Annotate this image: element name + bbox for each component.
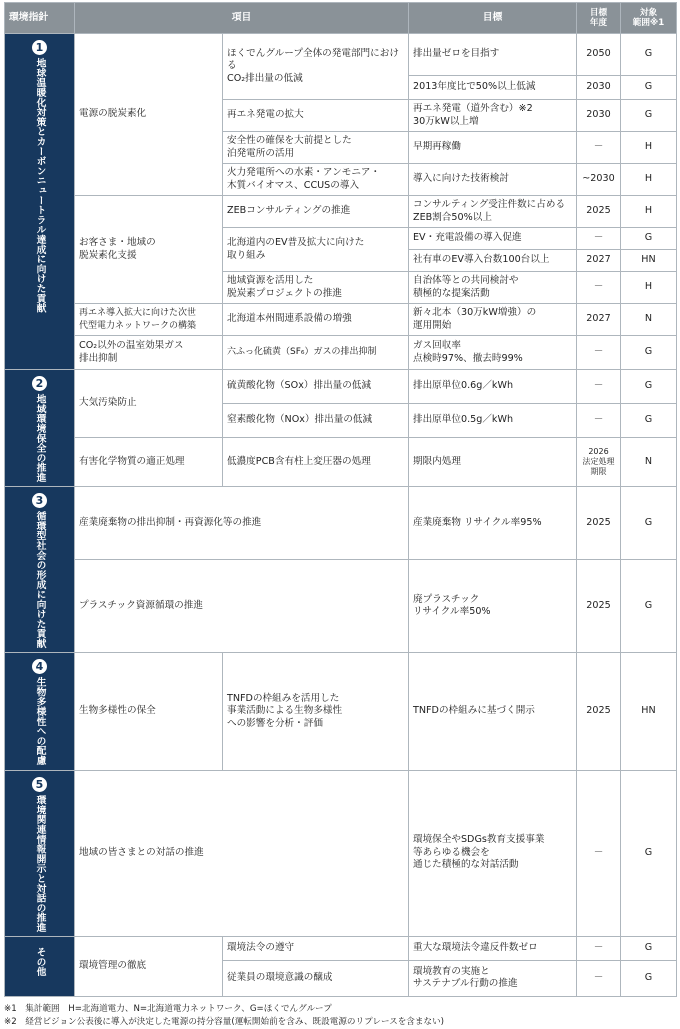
goal-cell: 環境教育の実施と サステナブル行動の推進 — [409, 960, 577, 996]
goal-cell: 環境保全やSDGs教育支援事業 等あらゆる機会を 通じた積極的な対話活動 — [409, 770, 577, 936]
category-6 — [5, 936, 75, 996]
header-scope: 対象 範囲※1 — [621, 3, 677, 34]
goal-cell: 早期再稼働 — [409, 132, 577, 164]
year-cell: ~2030 — [577, 164, 621, 196]
category-number: 3 — [32, 493, 47, 508]
year-cell: 2050 — [577, 34, 621, 76]
table-row — [5, 34, 677, 76]
scope-cell: G — [621, 76, 677, 100]
year-cell: － — [577, 132, 621, 164]
header-row — [5, 3, 677, 34]
goal-cell: 社有車のEV導入台数100台以上 — [409, 250, 577, 272]
year-cell: － — [577, 272, 621, 304]
item-cell: 産業廃棄物の排出抑制・再資源化等の推進 — [75, 487, 409, 559]
year-cell: － — [577, 960, 621, 996]
scope-cell: G — [621, 936, 677, 960]
subitem-cell: 環境法令の遵守 — [223, 936, 409, 960]
year-cell: － — [577, 936, 621, 960]
table-row — [5, 437, 677, 487]
table-row — [5, 196, 677, 228]
year-cell: 2030 — [577, 76, 621, 100]
scope-cell: G — [621, 770, 677, 936]
header-year: 目標 年度 — [577, 3, 621, 34]
subitem-cell: 北海道本州間連系設備の増強 — [223, 304, 409, 336]
year-cell: 2026 法定処理 期限 — [577, 437, 621, 487]
item-cell: 環境管理の徹底 — [75, 936, 223, 996]
year-cell: － — [577, 770, 621, 936]
table-row — [5, 653, 677, 770]
year-cell: － — [577, 228, 621, 250]
header-item: 項目 — [75, 3, 409, 34]
year-cell: － — [577, 336, 621, 370]
scope-cell: G — [621, 403, 677, 437]
year-cell: 2025 — [577, 487, 621, 559]
scope-cell: G — [621, 487, 677, 559]
scope-cell: G — [621, 559, 677, 653]
subitem-cell: 従業員の環境意識の醸成 — [223, 960, 409, 996]
scope-cell: HN — [621, 250, 677, 272]
category-title: 循環型社会の形成に向けた貢献 — [34, 511, 46, 649]
item-cell: お客さま・地域の 脱炭素化支援 — [75, 196, 223, 304]
category-3 — [5, 487, 75, 653]
goal-cell: 排出量ゼロを目指す — [409, 34, 577, 76]
subitem-cell: 地域資源を活用した 脱炭素プロジェクトの推進 — [223, 272, 409, 304]
scope-cell: G — [621, 336, 677, 370]
category-2 — [5, 370, 75, 487]
scope-cell: G — [621, 370, 677, 404]
category-title: 地球温暖化対策とカーボンニュートラル達成に向けた貢献 — [34, 58, 46, 313]
year-cell: 2027 — [577, 304, 621, 336]
scope-cell: G — [621, 34, 677, 76]
subitem-cell: 再エネ発電の拡大 — [223, 100, 409, 132]
goal-cell: 重大な環境法令違反件数ゼロ — [409, 936, 577, 960]
header-indicator: 環境指針 — [5, 3, 75, 34]
footnote-1: ※1 集計範囲 H=北海道電力、N=北海道電力ネットワーク、G=ほくでんグループ — [4, 1003, 332, 1014]
goal-cell: 期限内処理 — [409, 437, 577, 487]
item-cell: 地域の皆さまとの対話の推進 — [75, 770, 409, 936]
item-cell: 再エネ導入拡大に向けた次世 代型電力ネットワークの構築 — [75, 304, 223, 336]
footnotes — [4, 1003, 680, 1029]
scope-cell: H — [621, 196, 677, 228]
item-cell: 電源の脱炭素化 — [75, 34, 223, 196]
goal-cell: 排出原単位0.6g／kWh — [409, 370, 577, 404]
year-cell: － — [577, 403, 621, 437]
table-row — [5, 370, 677, 404]
year-cell: － — [577, 370, 621, 404]
scope-cell: G — [621, 100, 677, 132]
category-number: 2 — [32, 376, 47, 391]
category-title: 生物多様性への配慮 — [34, 677, 46, 766]
category-number: 1 — [32, 40, 47, 55]
table-row — [5, 487, 677, 559]
goal-cell: 再エネ発電（道外含む）※2 30万kW以上増 — [409, 100, 577, 132]
goal-cell: TNFDの枠組みに基づく開示 — [409, 653, 577, 770]
category-title: 地域環境保全の推進 — [34, 394, 46, 483]
goal-cell: 自治体等との共同検討や 積極的な提案活動 — [409, 272, 577, 304]
item-cell: 生物多様性の保全 — [75, 653, 223, 770]
category-5 — [5, 770, 75, 936]
scope-cell: G — [621, 228, 677, 250]
header-goal: 目標 — [409, 3, 577, 34]
year-cell: 2025 — [577, 196, 621, 228]
category-number: 5 — [32, 777, 47, 792]
scope-cell: H — [621, 272, 677, 304]
subitem-cell: 窒素酸化物（NOx）排出量の低減 — [223, 403, 409, 437]
year-cell: 2025 — [577, 559, 621, 653]
subitem-cell: 北海道内のEV普及拡大に向けた 取り組み — [223, 228, 409, 272]
category-title: その他 — [34, 946, 46, 977]
goal-cell: コンサルティング受注件数に占める ZEB割合50%以上 — [409, 196, 577, 228]
subitem-cell: ZEBコンサルティングの推進 — [223, 196, 409, 228]
subitem-cell: ほくでんグループ全体の発電部門における CO₂排出量の低減 — [223, 34, 409, 100]
goal-cell: 産業廃棄物 リサイクル率95% — [409, 487, 577, 559]
category-1 — [5, 34, 75, 370]
year-cell: 2027 — [577, 250, 621, 272]
subitem-cell: 火力発電所への水素・アンモニア・ 木質バイオマス、CCUSの導入 — [223, 164, 409, 196]
scope-cell: N — [621, 304, 677, 336]
subitem-cell: 六ふっ化硫黄（SF₆）ガスの排出抑制 — [223, 336, 409, 370]
item-cell: CO₂以外の温室効果ガス 排出抑制 — [75, 336, 223, 370]
table-row — [5, 336, 677, 370]
goal-cell: 2013年度比で50%以上低減 — [409, 76, 577, 100]
goal-cell: 廃プラスチック リサイクル率50% — [409, 559, 577, 653]
table-row — [5, 936, 677, 960]
item-cell: 有害化学物質の適正処理 — [75, 437, 223, 487]
category-number: 4 — [32, 659, 47, 674]
environment-goals-table — [4, 2, 677, 997]
subitem-cell: 硫黄酸化物（SOx）排出量の低減 — [223, 370, 409, 404]
goal-cell: EV・充電設備の導入促進 — [409, 228, 577, 250]
goal-cell: 導入に向けた技術検討 — [409, 164, 577, 196]
year-cell: 2030 — [577, 100, 621, 132]
item-cell: 大気汚染防止 — [75, 370, 223, 438]
subitem-cell: 低濃度PCB含有柱上変圧器の処理 — [223, 437, 409, 487]
year-cell: 2025 — [577, 653, 621, 770]
goal-cell: ガス回収率 点検時97%、撤去時99% — [409, 336, 577, 370]
scope-cell: H — [621, 132, 677, 164]
scope-cell: G — [621, 960, 677, 996]
category-title: 環境関連情報開示と対話の推進 — [34, 794, 46, 932]
subitem-cell: 安全性の確保を大前提とした 泊発電所の活用 — [223, 132, 409, 164]
subitem-cell: TNFDの枠組みを活用した 事業活動による生物多様性 への影響を分析・評価 — [223, 653, 409, 770]
table-row — [5, 559, 677, 653]
table-row — [5, 770, 677, 936]
scope-cell: N — [621, 437, 677, 487]
goal-cell: 排出原単位0.5g／kWh — [409, 403, 577, 437]
table-row — [5, 304, 677, 336]
footnote-2: ※2 経営ビジョン公表後に導入が決定した電源の持分容量(運転開始前を含み、既設電源のリプレースを含まない) — [4, 1016, 445, 1027]
item-cell: プラスチック資源循環の推進 — [75, 559, 409, 653]
scope-cell: HN — [621, 653, 677, 770]
category-4 — [5, 653, 75, 770]
goal-cell: 新々北本（30万kW増強）の 運用開始 — [409, 304, 577, 336]
scope-cell: H — [621, 164, 677, 196]
